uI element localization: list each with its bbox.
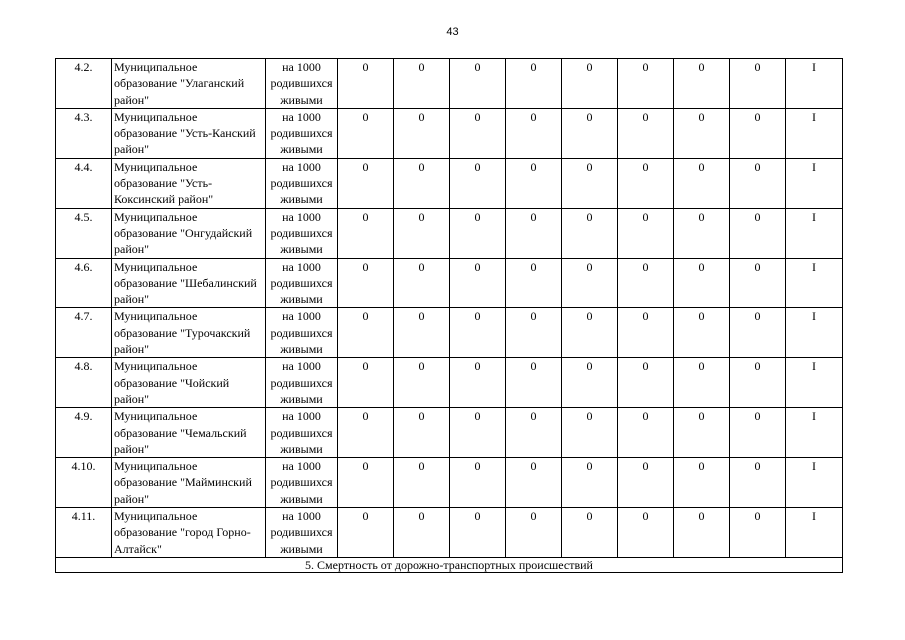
value-cell: 0 [618,408,674,458]
value-cell: 0 [450,408,506,458]
value-cell: 0 [506,508,562,558]
table-row [56,308,843,358]
value-cell: 0 [338,308,394,358]
value-cell: 0 [674,508,730,558]
value-cell: 0 [618,158,674,208]
value-cell: I [786,508,843,558]
municipality-name-cell: Муниципальное образование "Майминский район" [112,458,266,508]
value-cell: 0 [338,158,394,208]
value-cell: 0 [674,308,730,358]
municipality-name-cell: Муниципальное образование "Чойский район" [112,358,266,408]
value-cell: 0 [730,308,786,358]
value-cell: 0 [506,408,562,458]
value-cell: 0 [506,208,562,258]
value-cell: I [786,458,843,508]
row-number-cell: 4.6. [56,258,112,308]
row-number-cell: 4.3. [56,108,112,158]
table-row [56,458,843,508]
section-header-row [56,557,843,572]
value-cell: 0 [674,408,730,458]
page-number: 43 [446,26,459,38]
municipality-name-cell: Муниципальное образование "Шебалинский район" [112,258,266,308]
unit-cell: на 1000 родившихся живыми [266,508,338,558]
value-cell: I [786,308,843,358]
value-cell: 0 [562,59,618,109]
row-number-cell: 4.11. [56,508,112,558]
value-cell: 0 [674,158,730,208]
value-cell: 0 [394,358,450,408]
value-cell: 0 [450,59,506,109]
value-cell: I [786,408,843,458]
value-cell: 0 [338,59,394,109]
unit-cell: на 1000 родившихся живыми [266,458,338,508]
value-cell: 0 [450,158,506,208]
unit-cell: на 1000 родившихся живыми [266,108,338,158]
value-cell: 0 [730,158,786,208]
municipality-name-cell: Муниципальное образование "Усть-Канский район" [112,108,266,158]
value-cell: 0 [562,258,618,308]
value-cell: 0 [450,458,506,508]
value-cell: 0 [730,108,786,158]
value-cell: 0 [394,408,450,458]
value-cell: 0 [618,358,674,408]
value-cell: 0 [394,308,450,358]
value-cell: 0 [730,59,786,109]
value-cell: 0 [562,458,618,508]
value-cell: 0 [506,458,562,508]
value-cell: 0 [506,358,562,408]
value-cell: 0 [450,308,506,358]
value-cell: I [786,208,843,258]
value-cell: 0 [394,208,450,258]
value-cell: 0 [618,458,674,508]
value-cell: 0 [394,258,450,308]
table-row [56,59,843,109]
value-cell: 0 [338,258,394,308]
value-cell: 0 [730,208,786,258]
table-row [56,108,843,158]
value-cell: 0 [338,408,394,458]
row-number-cell: 4.9. [56,408,112,458]
indicator-table [55,58,843,573]
value-cell: 0 [450,358,506,408]
value-cell: 0 [730,508,786,558]
value-cell: 0 [394,158,450,208]
table-row [56,158,843,208]
value-cell: 0 [562,108,618,158]
table-row [56,358,843,408]
municipality-name-cell: Муниципальное образование "Улаганский район" [112,59,266,109]
value-cell: 0 [730,358,786,408]
value-cell: 0 [506,308,562,358]
unit-cell: на 1000 родившихся живыми [266,408,338,458]
value-cell: 0 [394,108,450,158]
municipality-name-cell: Муниципальное образование "Онгудайский район" [112,208,266,258]
value-cell: 0 [338,458,394,508]
value-cell: 0 [450,258,506,308]
value-cell: 0 [674,59,730,109]
value-cell: 0 [394,59,450,109]
value-cell: 0 [674,458,730,508]
value-cell: 0 [506,158,562,208]
value-cell: I [786,358,843,408]
unit-cell: на 1000 родившихся живыми [266,208,338,258]
value-cell: I [786,158,843,208]
value-cell: 0 [618,508,674,558]
value-cell: 0 [562,358,618,408]
value-cell: 0 [338,508,394,558]
value-cell: I [786,108,843,158]
row-number-cell: 4.4. [56,158,112,208]
value-cell: 0 [562,408,618,458]
row-number-cell: 4.8. [56,358,112,408]
value-cell: 0 [730,458,786,508]
unit-cell: на 1000 родившихся живыми [266,158,338,208]
value-cell: 0 [450,208,506,258]
value-cell: 0 [730,258,786,308]
value-cell: 0 [338,358,394,408]
table-row [56,408,843,458]
unit-cell: на 1000 родившихся живыми [266,358,338,408]
value-cell: 0 [674,208,730,258]
value-cell: 0 [674,258,730,308]
value-cell: I [786,258,843,308]
value-cell: 0 [618,208,674,258]
value-cell: 0 [562,158,618,208]
municipality-name-cell: Муниципальное образование "Чемальский район" [112,408,266,458]
table-row [56,508,843,558]
value-cell: 0 [674,358,730,408]
value-cell: I [786,59,843,109]
municipality-name-cell: Муниципальное образование "Усть-Коксинский район" [112,158,266,208]
value-cell: 0 [506,59,562,109]
value-cell: 0 [506,108,562,158]
section-title: 5. Смертность от дорожно-транспортных происшествий [56,557,843,572]
unit-cell: на 1000 родившихся живыми [266,59,338,109]
table-row [56,258,843,308]
value-cell: 0 [618,108,674,158]
value-cell: 0 [674,108,730,158]
value-cell: 0 [730,408,786,458]
unit-cell: на 1000 родившихся живыми [266,308,338,358]
value-cell: 0 [562,208,618,258]
row-number-cell: 4.7. [56,308,112,358]
unit-cell: на 1000 родившихся живыми [266,258,338,308]
value-cell: 0 [618,59,674,109]
value-cell: 0 [450,508,506,558]
value-cell: 0 [506,258,562,308]
value-cell: 0 [562,508,618,558]
row-number-cell: 4.10. [56,458,112,508]
value-cell: 0 [338,208,394,258]
row-number-cell: 4.5. [56,208,112,258]
value-cell: 0 [562,308,618,358]
row-number-cell: 4.2. [56,59,112,109]
value-cell: 0 [450,108,506,158]
table-row [56,208,843,258]
value-cell: 0 [618,258,674,308]
value-cell: 0 [618,308,674,358]
value-cell: 0 [394,458,450,508]
value-cell: 0 [394,508,450,558]
table-body [56,59,843,558]
value-cell: 0 [338,108,394,158]
municipality-name-cell: Муниципальное образование "город Горно-Алтайск" [112,508,266,558]
municipality-name-cell: Муниципальное образование "Турочакский район" [112,308,266,358]
